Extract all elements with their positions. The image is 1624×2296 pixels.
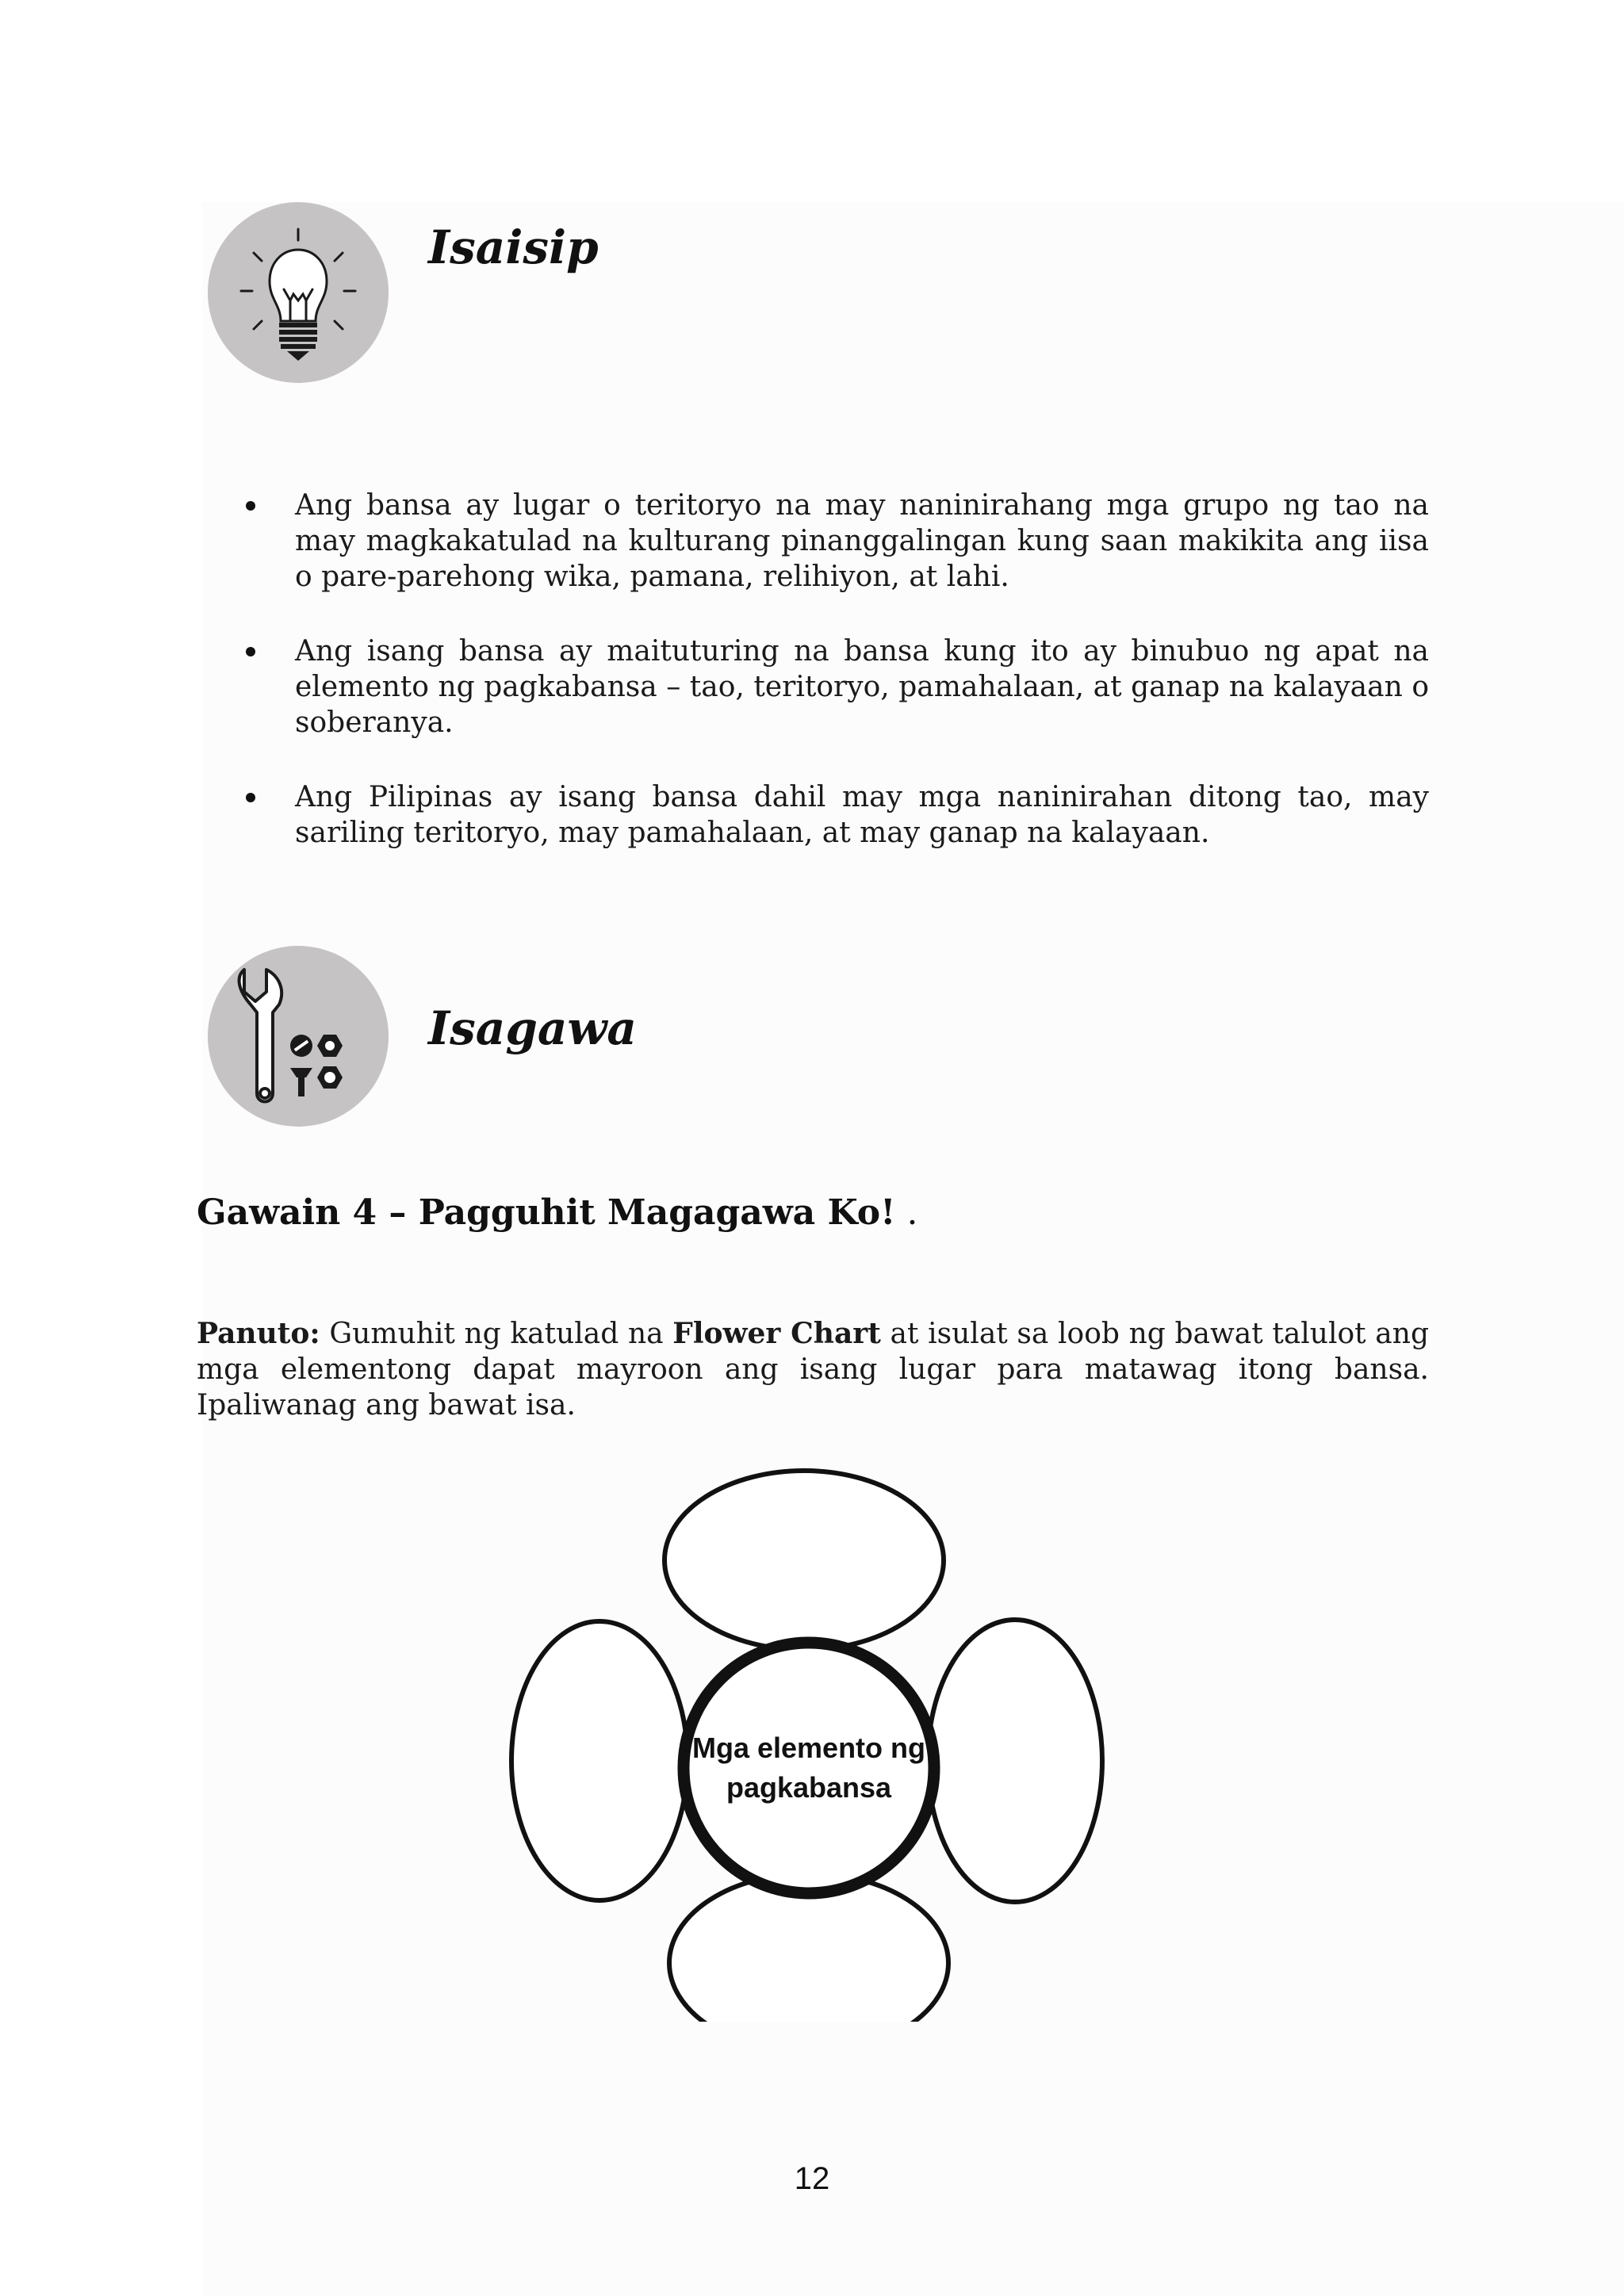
key-points-list (246, 488, 1429, 890)
instruction-text-1: Gumuhit ng katulad na (320, 1318, 673, 1350)
activity-title-text: Gawain 4 – Pagguhit Magagawa Ko! (197, 1192, 896, 1233)
list-item (246, 488, 1429, 595)
section-title-isaisip: Isaisip (428, 220, 599, 274)
petal-top[interactable] (665, 1471, 944, 1650)
activity-instructions (197, 1316, 1429, 1423)
bullet-dot (246, 647, 255, 656)
petal-left[interactable] (511, 1621, 688, 1900)
bullet-text: Ang Pilipinas ay isang bansa dahil may mga naninirahan ditong tao, may sariling teritoryo, may pamahalaan, at may ganap na kalayaan. (295, 781, 1429, 849)
bullet-text: Ang isang bansa ay maituturing na bansa kung ito ay binubuo ng apat na elemento ng pagkabansa – tao, teritoryo, pamahalaan, at ganap na kalayaan o soberanya. (295, 635, 1429, 739)
flower-center-label: Mga elemento ng pagkabansa (691, 1732, 926, 1804)
instruction-text-2: at isulat sa loob ng bawat talulot ang mga elementong dapat mayroon ang isang lugar para matawag itong bansa. Ipaliwanag ang bawat isa. (197, 1318, 1430, 1422)
lightbulb-icon (208, 202, 389, 383)
activity-title (197, 1192, 918, 1233)
bullet-text: Ang bansa ay lugar o teritoryo na may naninirahang mga grupo ng tao na may magkakatulad na kulturang pinanggalingan kung saan makikita ang iisa o pare-parehong wika, pamana, relihiyon, at lahi. (295, 489, 1429, 593)
list-item (246, 633, 1429, 740)
instruction-label: Panuto: (197, 1317, 320, 1350)
bullet-dot (246, 501, 255, 511)
petal-right[interactable] (928, 1620, 1102, 1902)
flower-chart (508, 1467, 1110, 2022)
instruction-bold-term: Flower Chart (672, 1317, 881, 1350)
bullet-dot (246, 793, 255, 802)
page-number: 12 (794, 2161, 830, 2196)
list-item (246, 779, 1429, 851)
section-title-isagawa: Isagawa (428, 1001, 638, 1055)
wrench-tools-icon (208, 946, 389, 1127)
activity-title-trail: . (895, 1192, 918, 1233)
